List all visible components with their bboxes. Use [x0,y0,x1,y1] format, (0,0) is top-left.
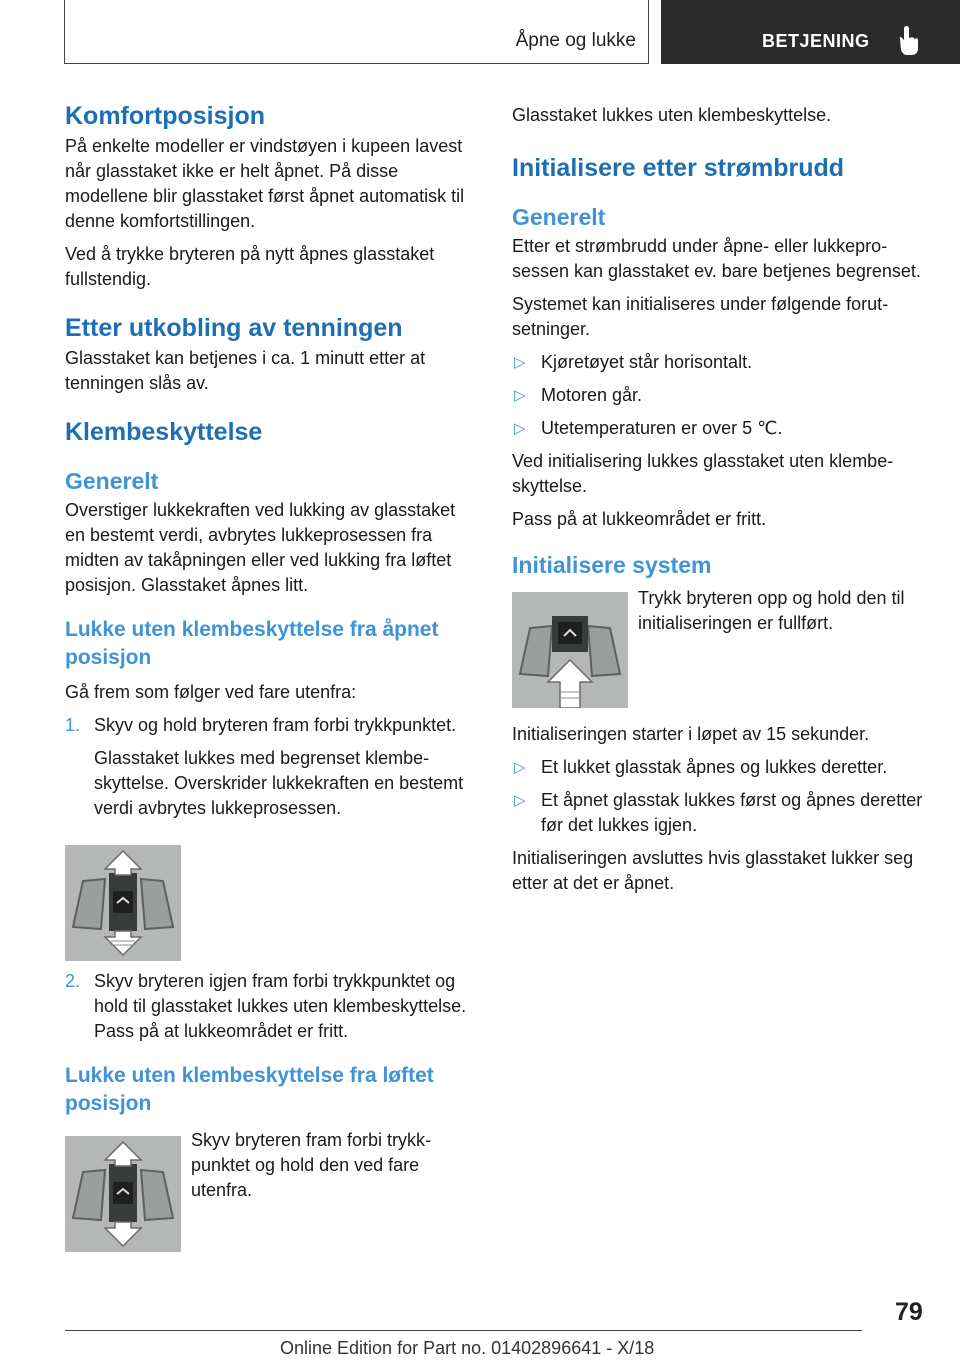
komfort-paragraph-2: Ved å trykke bryteren på nytt åpnes glasstaket fullstendig. [65,244,435,289]
list-item: ▷ Kjøretøyet står horisontalt. [512,350,932,375]
system-block [512,586,932,708]
init-paragraph-2: Systemet kan initialiseres under følgende forutsetninger. [512,294,889,339]
list-item: ▷ Utetemperaturen er over 5 ℃. [512,416,932,441]
init-paragraph-3: Ved initialisering lukkes glasstaket uten klembeskyttelse. [512,451,894,496]
heading-etter-utkobling: Etter utkobling av tenningen [65,314,403,342]
klem-paragraph: Overstiger lukkekraften ved lukking av glasstaket en bestemt verdi, avbrytes lukkeprosessen fra midten av takåpningen eller ved lukking fra løftet posisjon. Glasstaket åpnes litt. [65,500,456,595]
section-title: Åpne og lukke [515,30,636,51]
right-column [512,103,932,896]
header-section-box [64,0,649,64]
triangle-bullet-icon: ▷ [514,354,526,371]
triangle-bullet-icon: ▷ [514,792,526,809]
switch-close-illustration [65,845,181,961]
switch-lifted-illustration [65,1136,181,1252]
init-paragraph-4: Pass på at lukkeområdet er fritt. [512,509,767,529]
triangle-bullet-icon: ▷ [514,420,526,437]
subheading-generelt: Generelt [65,468,159,494]
subheading-generelt-right: Generelt [512,204,606,230]
init-paragraph-1: Etter et strømbrudd under åpne- eller lukkeprosessen kan glasstaket ev. bare betjenes begrenset. [512,236,921,281]
system-paragraph-2: Initialiseringen starter i løpet av 15 sekunder. [512,724,870,744]
system-list [512,755,932,838]
list-item: ▷ Et lukket glasstak åpnes og lukkes deretter. [512,755,932,780]
system-paragraph-1: Trykk bryteren opp og hold den til initialiseringen er fullført. [638,588,905,633]
list-item: ▷ Motoren går. [512,383,932,408]
step-text: Skyv bryteren igjen fram forbi trykkpunktet og hold til glasstaket lukkes uten klembeskyttelse. Pass på at lukkeområdet er fritt. [94,971,467,1041]
triangle-bullet-icon: ▷ [514,759,526,776]
page-number: 79 [895,1298,923,1326]
step-number: 2. [65,971,81,991]
step-number: 1. [65,715,81,735]
header-chapter-box [661,0,960,64]
steps-list-continued [65,969,480,1044]
footer-divider [65,1330,862,1331]
lukke-loftet-block [65,1124,480,1252]
step-text: Skyv og hold bryteren fram forbi trykkpunktet. [94,715,457,735]
roof-switch-push-icon [65,1136,181,1252]
init-conditions-list [512,350,932,441]
etter-paragraph: Glasstaket kan betjenes i ca. 1 minutt etter at tenningen slås av. [65,348,426,393]
chapter-title: BETJENING [762,31,870,51]
heading-initialisere-stromstbrudd: Initialisere etter strømbrudd [512,154,845,182]
heading-lukke-apnet: Lukke uten klembeskyttelse fra åpnet posisjon [65,618,439,669]
komfort-paragraph-1: På enkelte modeller er vindstøyen i kupeen lavest når glasstaket ikke er helt åpnet. På disse modellene blir glasstaket først åpnet automatisk til denne komfortstillingen. [65,136,465,231]
lukke-apnet-intro: Gå frem som følger ved fare utenfra: [65,682,357,702]
switch-open-illustration [512,592,628,708]
pointing-hand-icon [896,26,922,56]
system-paragraph-3: Initialiseringen avsluttes hvis glasstaket lukker seg etter at det er åpnet. [512,848,914,893]
heading-initialisere-system: Initialisere system [512,552,712,578]
heading-klembeskyttelse: Klembeskyttelse [65,418,263,446]
step-item [65,713,480,821]
roof-switch-push-icon [65,845,181,961]
left-column [65,100,480,1252]
right-intro: Glasstaket lukkes uten klembeskyttelse. [512,105,832,125]
lukke-loftet-paragraph: Skyv bryteren fram forbi trykkpunktet og hold den ved fare utenfra. [191,1130,432,1200]
heading-lukke-loftet: Lukke uten klembeskyttelse fra løftet posisjon [65,1064,434,1115]
roof-switch-up-icon [512,592,628,708]
step-item [65,969,480,1044]
steps-list [65,713,480,821]
footer-edition: Online Edition for Part no. 01402896641 - X/18 [280,1338,655,1358]
list-item: ▷ Et åpnet glasstak lukkes først og åpnes deretter før det lukkes igjen. [514,790,923,835]
step-subtext: Glasstaket lukkes med begrenset klembeskyttelse. Overskrider lukkekraften en bestemt verdi avbrytes lukkeprosessen. [94,748,464,818]
heading-komfortposisjon: Komfortposisjon [65,102,265,130]
triangle-bullet-icon: ▷ [514,387,526,404]
